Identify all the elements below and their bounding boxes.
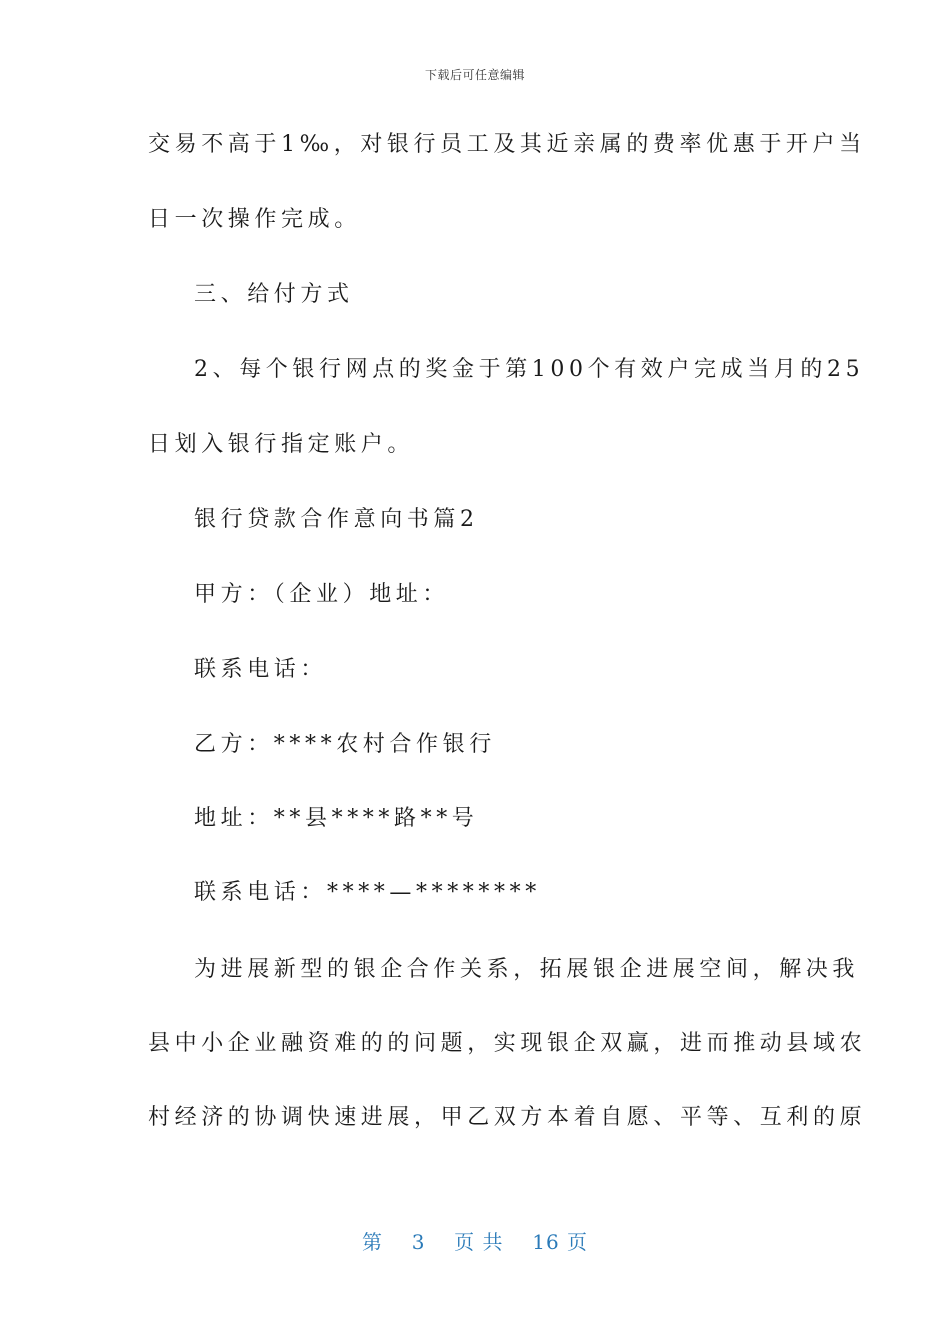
footer-current-page: 3 <box>411 1230 426 1254</box>
paragraph-line: 日划入银行指定账户。 <box>148 432 415 457</box>
party-a-line: 甲方：（企业）地址： <box>194 582 450 607</box>
party-b-phone: 联系电话：****—******** <box>194 880 541 905</box>
paragraph-line: 交易不高于1‰，对银行员工及其近亲属的费率优惠于开户当 <box>148 132 866 157</box>
footer-label-of: 页 共 <box>454 1230 504 1254</box>
paragraph-line: 2、每个银行网点的奖金于第100个有效户完成当月的25 <box>194 357 865 382</box>
paragraph-line: 村经济的协调快速进展，甲乙双方本着自愿、平等、互利的原 <box>148 1105 867 1130</box>
paragraph-line: 日一次操作完成。 <box>148 207 361 232</box>
party-a-phone: 联系电话： <box>194 657 328 682</box>
paragraph-line: 为进展新型的银企合作关系，拓展银企进展空间，解决我 <box>194 957 860 982</box>
footer-total-pages: 16 <box>532 1230 560 1254</box>
party-b-line: 乙方：****农村合作银行 <box>194 732 496 757</box>
section-heading: 三、给付方式 <box>194 282 354 307</box>
header-note: 下载后可任意编辑 <box>424 68 525 82</box>
footer-label-page: 第 <box>361 1230 383 1254</box>
party-b-address: 地址：**县****路**号 <box>194 806 479 831</box>
page-footer <box>0 1226 950 1255</box>
footer-label-end: 页 <box>567 1230 589 1254</box>
document-title: 银行贷款合作意向书篇2 <box>194 507 479 532</box>
paragraph-line: 县中小企业融资难的的问题，实现银企双赢，进而推动县域农 <box>148 1031 867 1056</box>
